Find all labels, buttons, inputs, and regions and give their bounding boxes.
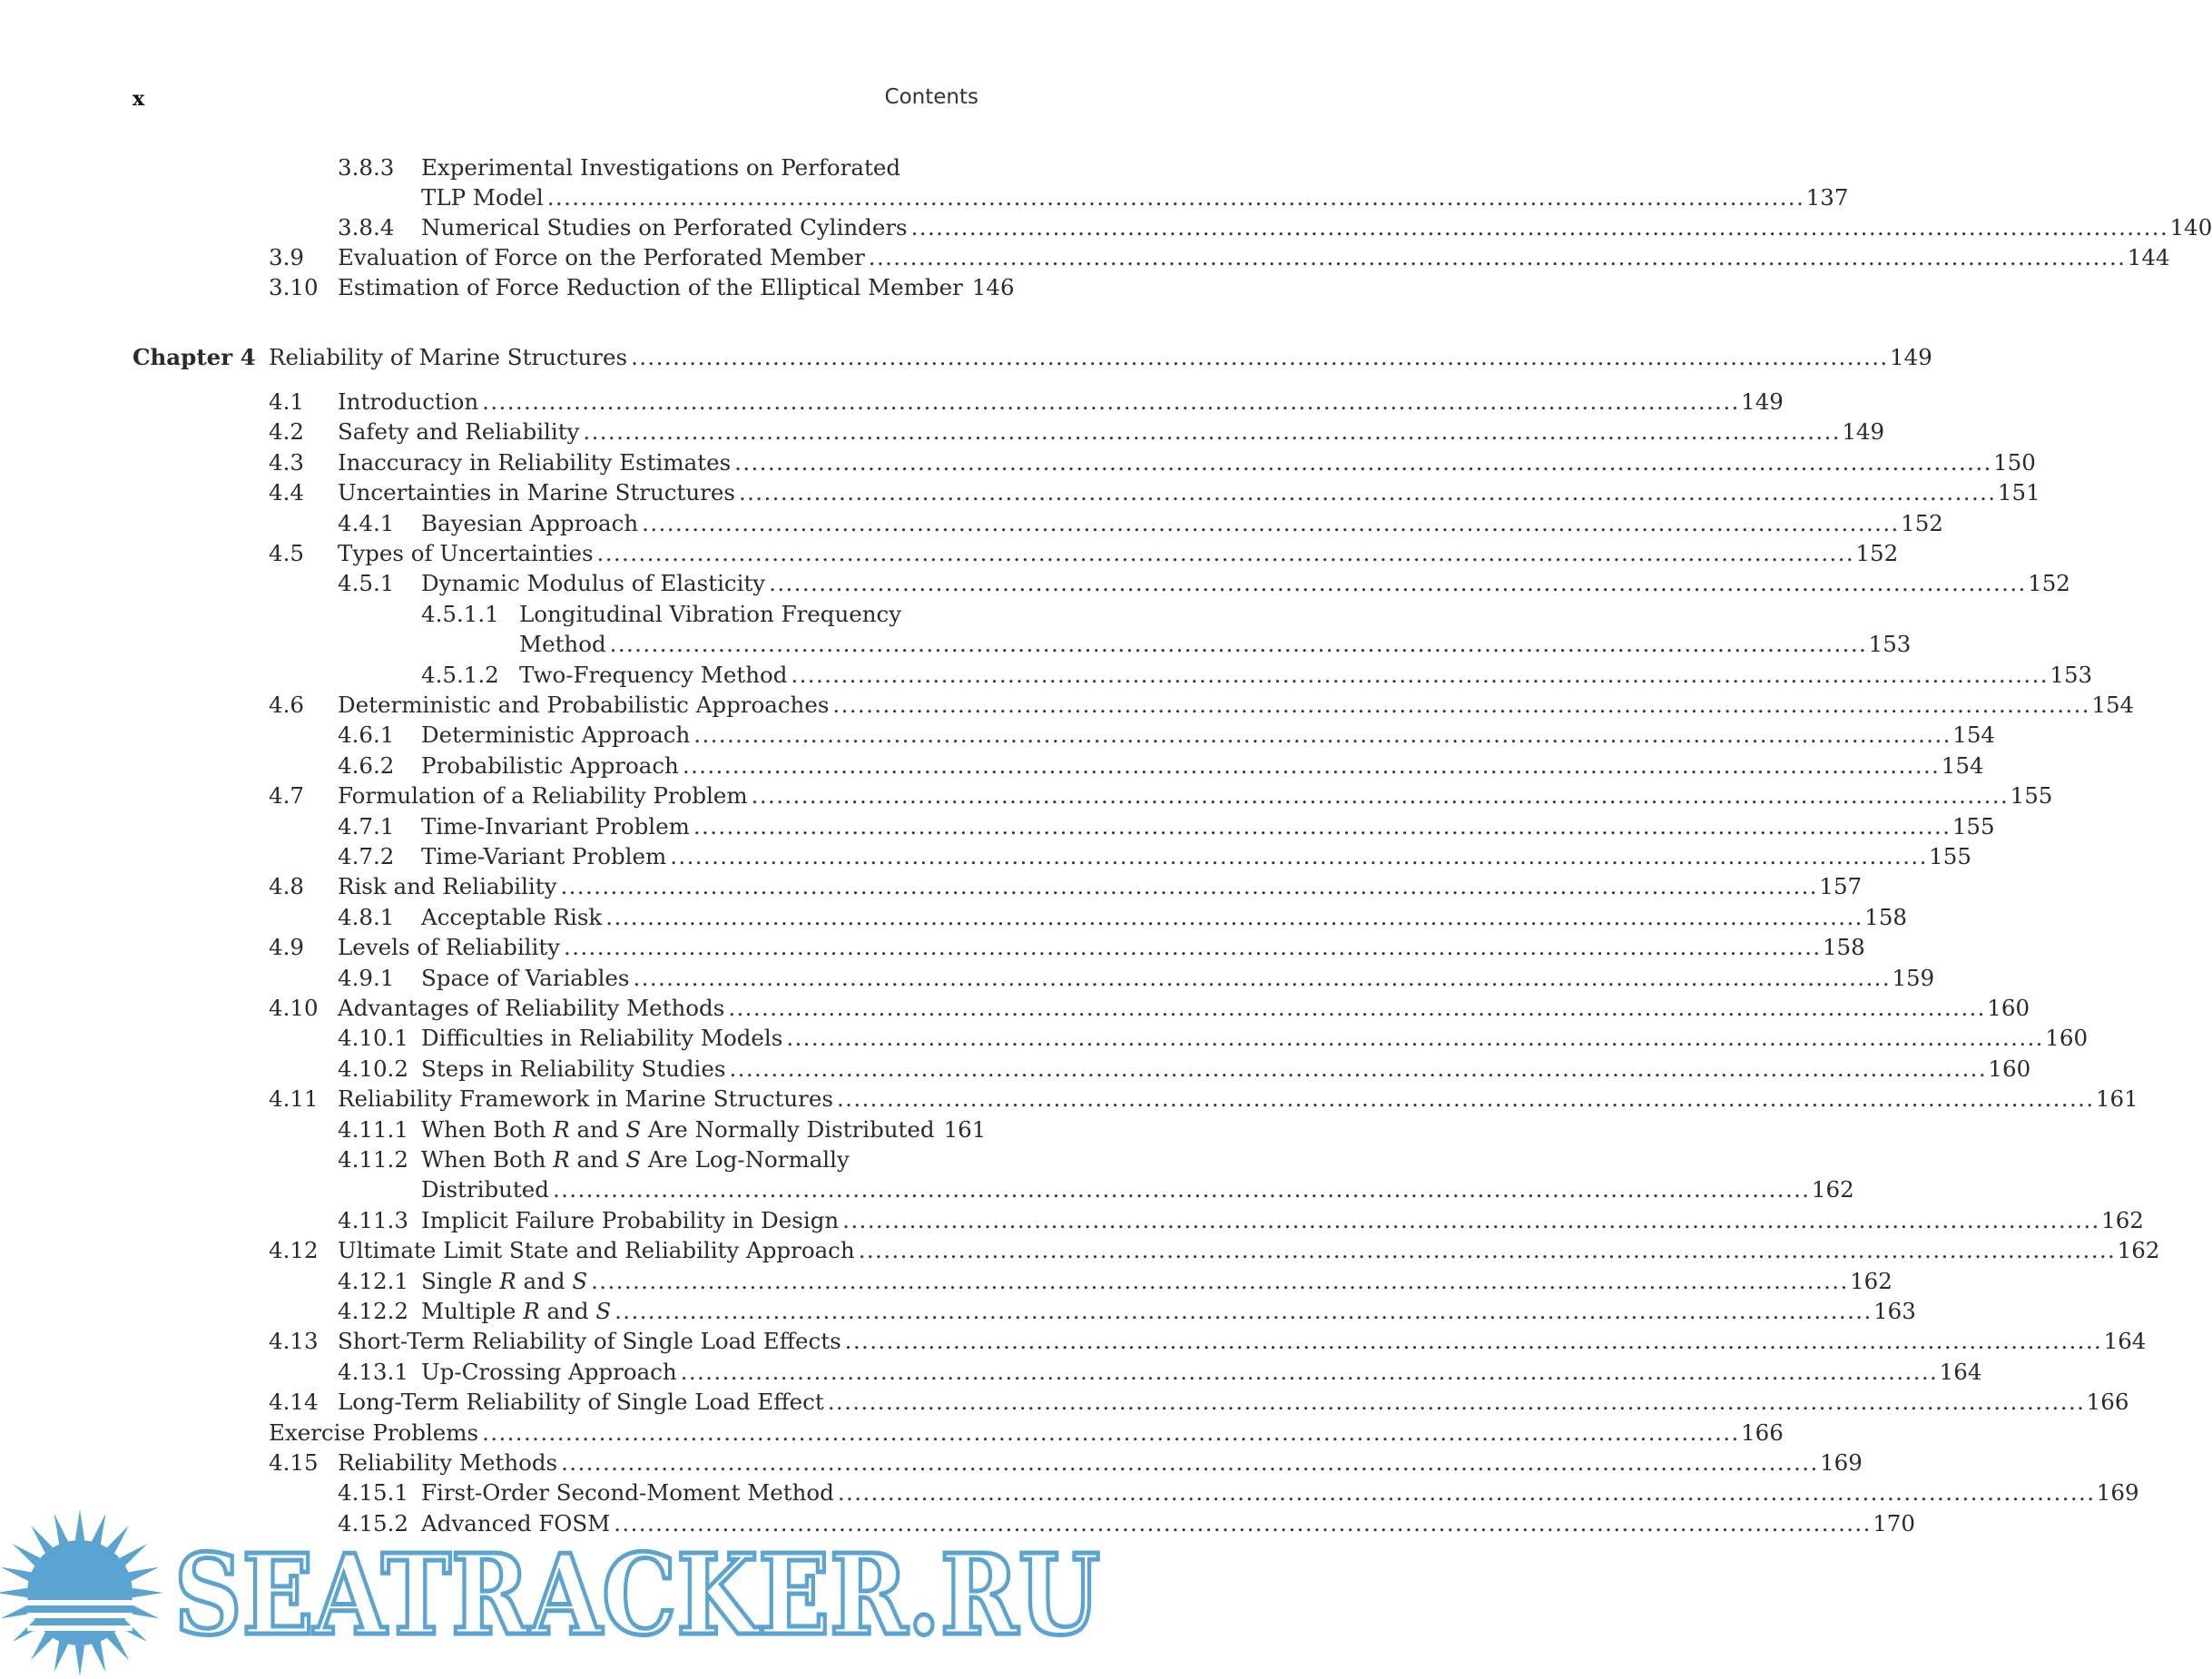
toc-entry-line1 — [421, 599, 978, 629]
sun-ray — [120, 1544, 148, 1566]
dot-leader — [911, 212, 2165, 242]
toc-entry-number: 4.11.2 — [338, 1146, 408, 1173]
toc-entry-number: 3.9 — [269, 244, 304, 270]
toc-entry-page: 153 — [2050, 662, 2093, 688]
toc-entry[interactable] — [338, 568, 2070, 598]
dot-leader — [769, 568, 2022, 598]
toc-entry-title: Advantages of Reliability Methods — [338, 995, 725, 1021]
toc-entry-title: Short-Term Reliability of Single Load Effects — [338, 1328, 841, 1354]
toc-entry[interactable] — [421, 660, 2093, 690]
toc-entry-page: 146 — [971, 274, 1015, 300]
toc-entry-page: 154 — [1941, 752, 1984, 779]
toc-entry[interactable] — [338, 720, 1995, 750]
dot-leader — [693, 811, 1947, 841]
toc-entry-number: 4.6.2 — [338, 752, 395, 779]
toc-entry-title: Implicit Failure Probability in Design — [421, 1207, 840, 1233]
italic-symbol: S — [572, 1268, 588, 1294]
toc-entry[interactable] — [269, 1387, 2129, 1417]
toc-entry-title: Deterministic Approach — [421, 722, 691, 748]
toc-entry-number: 4.9 — [269, 934, 304, 960]
title-fragment: and — [569, 1146, 626, 1173]
toc-entry-number: 4.9.1 — [338, 965, 395, 991]
toc-entry-page: 144 — [2127, 244, 2170, 270]
dot-leader — [837, 1084, 2090, 1114]
toc-entry-title — [421, 1296, 614, 1326]
dot-leader — [561, 1448, 1814, 1478]
dot-leader — [828, 1387, 2081, 1417]
dot-leader — [597, 538, 1851, 568]
toc-entry-title: Probabilistic Approach — [421, 752, 679, 779]
dot-leader — [591, 1266, 1844, 1296]
toc-entry-number: 4.10.1 — [338, 1025, 408, 1051]
toc-entry-page: 161 — [943, 1116, 987, 1143]
title-fragment: and — [539, 1298, 596, 1324]
chapter-page: 149 — [1890, 344, 1932, 370]
toc-entry[interactable] — [269, 387, 1784, 417]
toc-entry-title: Deterministic and Probabilistic Approaches — [338, 692, 830, 718]
toc-entry-page: 164 — [1939, 1359, 1982, 1385]
toc-entry-page: 162 — [2101, 1207, 2144, 1233]
dot-leader — [547, 182, 1801, 212]
toc-entry-title: Up-Crossing Approach — [421, 1359, 677, 1385]
sun-ray — [0, 1588, 27, 1597]
toc-entry-number: 4.6.1 — [338, 722, 395, 748]
page-header-folio: x — [133, 87, 145, 111]
toc-entry-title: Levels of Reliability — [338, 934, 561, 960]
toc-entry[interactable] — [269, 871, 1863, 901]
sun-ray — [92, 1514, 106, 1545]
toc-entry-page: 152 — [1901, 510, 1943, 536]
toc-entry-title: Dynamic Modulus of Elasticity — [421, 570, 766, 596]
toc-entry-number: 3.8.4 — [338, 214, 395, 241]
toc-entry-exercise-problems[interactable] — [269, 1418, 1784, 1448]
toc-entry-title: Risk and Reliability — [338, 873, 557, 899]
toc-entry-title: Reliability Methods — [338, 1449, 558, 1476]
dot-leader — [642, 508, 1895, 538]
toc-entry-title: Estimation of Force Reduction of the Elliptical Member — [338, 274, 963, 300]
dot-leader — [482, 1418, 1735, 1448]
toc-entry-title: Acceptable Risk — [421, 904, 603, 930]
toc-entry-page: 159 — [1892, 965, 1935, 991]
toc-entry-3-8-3-line1 — [338, 152, 978, 182]
dot-leader — [791, 660, 2044, 690]
toc-entry-page: 154 — [2091, 692, 2135, 718]
dot-leader — [670, 841, 1923, 871]
dot-leader — [869, 242, 2122, 272]
toc-entry-page: 164 — [2103, 1328, 2147, 1354]
dot-leader — [583, 417, 1836, 447]
toc-entry[interactable] — [338, 841, 1971, 871]
dot-leader — [633, 963, 1886, 993]
toc-entry-title: Advanced FOSM — [421, 1510, 611, 1537]
toc-entry-number: 4.8.1 — [338, 904, 395, 930]
toc-entry-page: 169 — [1820, 1449, 1863, 1476]
toc-entry[interactable] — [269, 932, 1865, 962]
toc-entry-title-line1: Experimental Investigations on Perforated — [421, 154, 901, 181]
toc-entry[interactable] — [269, 417, 1885, 447]
page-header-running-title: Contents — [884, 85, 978, 109]
dot-leader — [752, 781, 2005, 810]
toc-entry-page: 160 — [1988, 1056, 2031, 1082]
title-fragment: Are Log-Normally — [641, 1146, 850, 1173]
toc-entry-number: 4.10.2 — [338, 1056, 408, 1082]
toc-entry[interactable] — [338, 1114, 987, 1144]
toc-entry-page: 151 — [1997, 479, 2040, 506]
toc-entry-number: 3.10 — [269, 274, 319, 300]
toc-entry-page: 140 — [2169, 214, 2212, 241]
toc-entry-number: 4.15.2 — [338, 1510, 408, 1537]
toc-entry-page: 152 — [2028, 570, 2070, 596]
dot-leader — [681, 1357, 1934, 1387]
toc-entry-3-9[interactable] — [269, 242, 2170, 272]
toc-entry-title: Uncertainties in Marine Structures — [338, 479, 735, 506]
toc-entry-title-line1 — [421, 1144, 850, 1174]
toc-entry-number: 4.6 — [269, 692, 304, 718]
sun-ray — [75, 1645, 84, 1676]
toc-entry-title: Time-Invariant Problem — [421, 813, 690, 840]
toc-entry-page: 160 — [1987, 995, 2030, 1021]
dot-leader — [553, 1174, 1806, 1204]
toc-entry[interactable] — [519, 629, 1912, 659]
chapter-label: Chapter 4 — [133, 344, 256, 370]
toc-entry-page: 162 — [2117, 1237, 2160, 1263]
toc-entry[interactable] — [338, 1357, 1982, 1387]
toc-entry-title: Method — [519, 631, 606, 657]
toc-entry[interactable] — [269, 1084, 2138, 1114]
toc-entry-page: 137 — [1805, 184, 1849, 211]
toc-entry-3-8-4[interactable] — [338, 212, 2212, 242]
toc-entry[interactable] — [269, 1326, 2147, 1356]
toc-entry[interactable] — [269, 477, 2040, 507]
toc-entry-title: Reliability Framework in Marine Structures — [338, 1085, 833, 1112]
dot-leader — [631, 342, 1884, 372]
toc-entry-page: 158 — [1864, 904, 1907, 930]
toc-entry-title: Introduction — [338, 388, 479, 415]
toc-entry-title: Time-Variant Problem — [421, 843, 667, 869]
toc-entry[interactable] — [269, 538, 1899, 568]
toc-entry-number: 3.8.3 — [338, 154, 395, 181]
toc-entry[interactable] — [338, 902, 1907, 932]
toc-entry[interactable] — [269, 1235, 2160, 1265]
toc-entry[interactable] — [269, 1448, 1863, 1478]
toc-entry-number: 4.12 — [269, 1237, 319, 1263]
toc-entry-number: 4.4 — [269, 479, 304, 506]
toc-entry-title: Exercise Problems — [269, 1419, 479, 1446]
toc-entry-page: 162 — [1850, 1268, 1892, 1294]
sun-ray — [31, 1633, 53, 1661]
dot-leader — [845, 1326, 2099, 1356]
italic-symbol: R — [499, 1268, 516, 1294]
toc-entry-number: 4.11.3 — [338, 1207, 408, 1233]
toc-entry-page: 166 — [1741, 1419, 1784, 1446]
toc-entry-title: Two-Frequency Method — [519, 662, 788, 688]
toc-entry[interactable] — [338, 963, 1935, 993]
toc-entry-page: 160 — [2045, 1025, 2089, 1051]
toc-entry-number: 4.11.1 — [338, 1116, 408, 1143]
dot-leader — [728, 993, 1981, 1023]
toc-entry-page: 155 — [1929, 843, 1971, 869]
toc-entry-page: 152 — [1855, 540, 1899, 566]
toc-entry-title: Space of Variables — [421, 965, 630, 991]
toc-entry-title — [421, 1266, 591, 1296]
sun-ray — [128, 1567, 159, 1582]
dot-leader — [683, 751, 1936, 781]
toc-entry-title: Steps in Reliability Studies — [421, 1056, 726, 1082]
watermark-logo — [0, 1507, 1112, 1679]
toc-entry-page: 157 — [1819, 873, 1863, 899]
toc-entry-number: 4.8 — [269, 873, 304, 899]
dot-leader — [842, 1205, 2096, 1235]
toc-entry-title: Evaluation of Force on the Perforated Member — [338, 244, 865, 270]
toc-entry-title: Long-Term Reliability of Single Load Effect — [338, 1389, 824, 1415]
toc-entry[interactable] — [338, 1266, 1892, 1296]
title-fragment: Multiple — [421, 1298, 524, 1324]
toc-entry-title: Distributed — [421, 1176, 549, 1203]
toc-entry-3-10[interactable] — [269, 272, 1015, 302]
toc-entry-title: Numerical Studies on Perforated Cylinders — [421, 214, 908, 241]
dot-leader — [693, 720, 1947, 750]
toc-entry-number: 4.7.1 — [338, 813, 395, 840]
toc-entry-3-8-3[interactable] — [421, 182, 1849, 212]
toc-chapter-4[interactable] — [269, 342, 1932, 372]
sun-ray — [54, 1641, 69, 1672]
italic-symbol: S — [625, 1146, 642, 1173]
toc-entry-page: 150 — [1993, 449, 2036, 476]
toc-entry[interactable] — [338, 1205, 2144, 1235]
dot-leader — [859, 1235, 2112, 1265]
toc-entry-title: Types of Uncertainties — [338, 540, 594, 566]
toc-entry-number: 4.12.1 — [338, 1268, 408, 1294]
toc-entry-number: 4.5.1.2 — [421, 662, 499, 688]
toc-entry-number: 4.7 — [269, 782, 304, 809]
title-fragment: When Both — [421, 1146, 554, 1173]
toc-entry[interactable] — [338, 1023, 2089, 1053]
title-fragment: When Both — [421, 1116, 554, 1143]
toc-entry-number: 4.15 — [269, 1449, 319, 1476]
sun-ray — [31, 1526, 53, 1554]
dot-leader — [739, 477, 1992, 507]
toc-entry-title: Bayesian Approach — [421, 510, 639, 536]
toc-entry-number: 4.5 — [269, 540, 304, 566]
toc-entry[interactable] — [269, 690, 2135, 720]
toc-entry[interactable] — [338, 508, 1943, 538]
toc-entry-page: 170 — [1873, 1510, 1915, 1537]
sun-ray — [54, 1514, 69, 1545]
toc-entry-line1 — [338, 1144, 978, 1174]
toc-entry-number: 4.12.2 — [338, 1298, 408, 1324]
italic-symbol: R — [523, 1298, 540, 1324]
italic-symbol: S — [595, 1298, 612, 1324]
toc-entry-page: 166 — [2086, 1389, 2129, 1415]
toc-entry[interactable] — [338, 811, 1995, 841]
sun-icon — [0, 1509, 163, 1676]
dot-leader — [832, 690, 2086, 720]
toc-entry-number: 4.11 — [269, 1085, 319, 1112]
sun-ray — [1, 1605, 32, 1619]
sun-ray — [13, 1544, 41, 1566]
toc-entry[interactable] — [421, 1174, 1854, 1204]
dot-leader — [614, 1296, 1868, 1326]
toc-entry-title: First-Order Second-Moment Method — [421, 1479, 834, 1506]
toc-entry-page: 161 — [2095, 1085, 2138, 1112]
toc-entry-number: 4.3 — [269, 449, 304, 476]
toc-entry-number: 4.13.1 — [338, 1359, 408, 1385]
toc-entry[interactable] — [338, 1054, 2031, 1084]
toc-entry-page: 153 — [1868, 631, 1912, 657]
sun-ray — [75, 1509, 84, 1540]
toc-entry-number: 4.5.1 — [338, 570, 395, 596]
toc-entry-page: 155 — [2010, 782, 2053, 809]
dot-leader — [482, 387, 1735, 417]
dot-leader — [838, 1478, 2091, 1507]
toc-entry[interactable] — [269, 447, 2036, 477]
toc-entry-page: 162 — [1811, 1176, 1854, 1203]
sun-ray — [1, 1567, 32, 1582]
watermark-text: SEATRACKER.RU — [174, 1529, 1100, 1660]
toc-entry-page: 149 — [1842, 418, 1885, 445]
title-fragment: Are Normally Distributed — [641, 1116, 935, 1143]
toc-entry-number: 4.2 — [269, 418, 304, 445]
toc-entry-page: 155 — [1951, 813, 1995, 840]
dot-leader — [605, 902, 1859, 932]
toc-entry[interactable] — [338, 1296, 1916, 1326]
dot-leader — [729, 1054, 1982, 1084]
toc-entry[interactable] — [338, 751, 1984, 781]
toc-entry-page: 169 — [2096, 1479, 2139, 1506]
toc-entry-title: Inaccuracy in Reliability Estimates — [338, 449, 732, 476]
sun-ray — [92, 1641, 106, 1672]
toc-entry-number: 4.1 — [269, 388, 304, 415]
sun-ray — [128, 1605, 159, 1619]
title-fragment: and — [516, 1268, 573, 1294]
toc-entry-number: 4.15.1 — [338, 1479, 408, 1506]
italic-symbol: S — [625, 1116, 642, 1143]
toc-entry-number: 4.14 — [269, 1389, 319, 1415]
dot-leader — [610, 629, 1863, 659]
title-fragment: and — [569, 1116, 626, 1143]
toc-entry-page: 163 — [1873, 1298, 1916, 1324]
toc-entry-number: 4.7.2 — [338, 843, 395, 869]
italic-symbol: R — [553, 1116, 570, 1143]
toc-entry-number: 4.4.1 — [338, 510, 395, 536]
sun-ray — [107, 1633, 129, 1661]
dot-leader — [734, 447, 1988, 477]
sun-ray — [107, 1526, 129, 1554]
italic-symbol: R — [553, 1146, 570, 1173]
sun-ray — [133, 1588, 163, 1597]
title-fragment: Single — [421, 1268, 500, 1294]
toc-entry[interactable] — [269, 993, 2030, 1023]
dot-leader — [560, 871, 1814, 901]
toc-entry[interactable] — [338, 1478, 2139, 1507]
toc-entry-title: TLP Model — [421, 184, 544, 211]
dot-leader — [564, 932, 1817, 962]
toc-entry-title: Safety and Reliability — [338, 418, 580, 445]
toc-entry[interactable] — [269, 781, 2053, 810]
chapter-title: Reliability of Marine Structures — [269, 344, 628, 370]
toc-entry-number: 4.5.1.1 — [421, 601, 499, 627]
toc-entry-title: Ultimate Limit State and Reliability Approach — [338, 1237, 855, 1263]
toc-entry-page: 158 — [1822, 934, 1865, 960]
toc-entry-title — [421, 1114, 939, 1144]
toc-entry-page: 149 — [1741, 388, 1784, 415]
toc-entry-number: 4.10 — [269, 995, 319, 1021]
toc-entry-title-line1: Longitudinal Vibration Frequency — [519, 601, 902, 627]
toc-entry-title: Formulation of a Reliability Problem — [338, 782, 748, 809]
toc-entry-title: Difficulties in Reliability Models — [421, 1025, 783, 1051]
toc-entry-page: 154 — [1952, 722, 1995, 748]
toc-entry-number: 4.13 — [269, 1328, 319, 1354]
dot-leader — [786, 1023, 2040, 1053]
